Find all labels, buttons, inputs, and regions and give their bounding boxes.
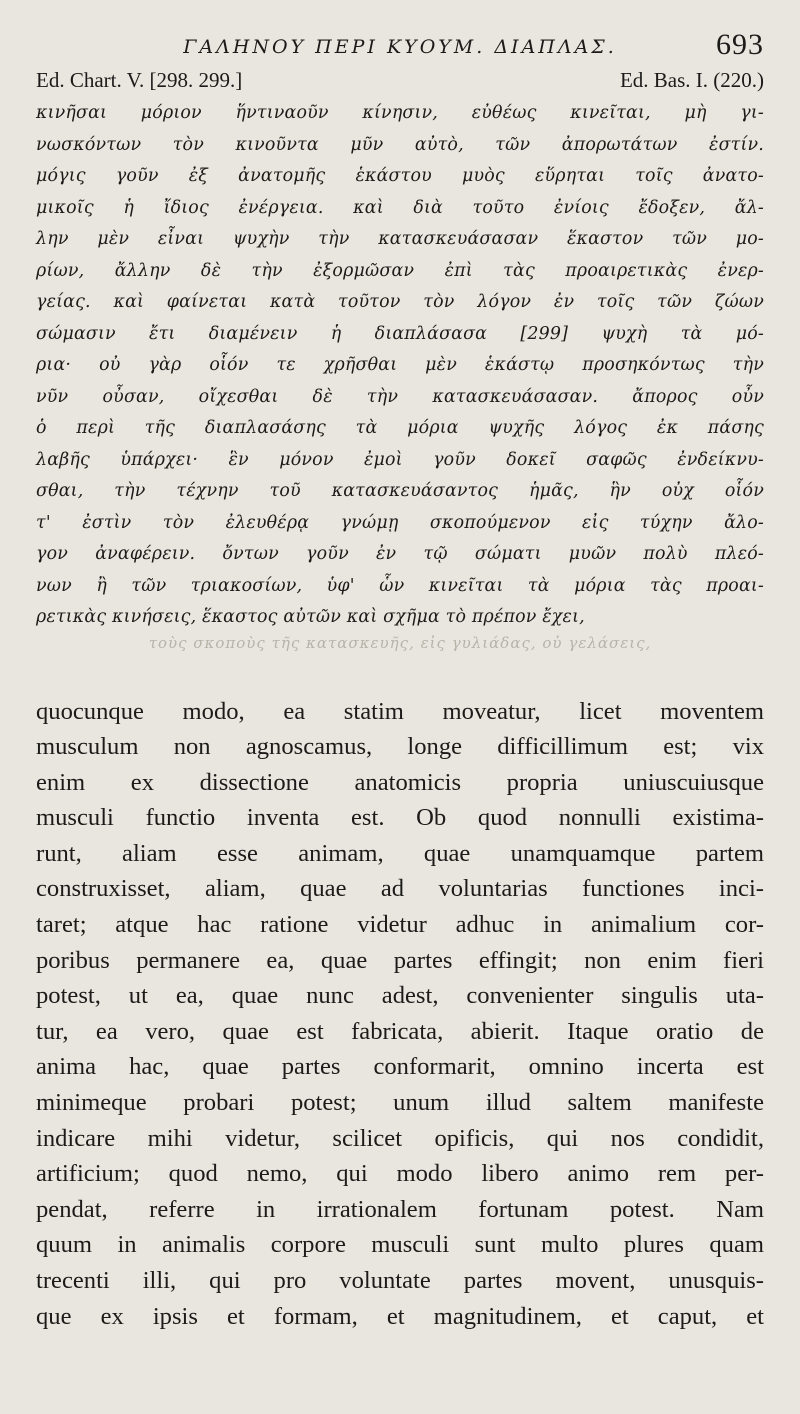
latin-line: potest, ut ea, quae nunc adest, convenienter singulis uta- xyxy=(36,982,764,1010)
greek-line: τ' ἐστὶν τὸν ἐλευθέρᾳ γνώμῃ σκοπούμενον εἰς τύχην ἄλο- xyxy=(36,512,764,533)
latin-line: musculum non agnoscamus, longe difficillimum est; vix xyxy=(36,733,764,761)
latin-line: minimeque probari potest; unum illud saltem manifeste xyxy=(36,1089,764,1117)
latin-line: quocunque modo, ea statim moveatur, licet moventem xyxy=(36,697,764,725)
column-gap xyxy=(36,656,764,694)
greek-line: μικοῖς ἡ ἴδιος ἐνέργεια. καὶ διὰ τοῦτο ἐνίοις ἔδοξεν, ἄλ- xyxy=(36,197,764,218)
latin-line: artificium; quod nemo, qui modo libero animo rem per- xyxy=(36,1160,764,1188)
greek-line: σώμασιν ἔτι διαμένειν ἡ διαπλάσασα [299] ψυχὴ τὰ μό- xyxy=(36,323,764,344)
greek-line: ρια· οὐ γὰρ οἷόν τε χρῆσθαι μὲν ἑκάστῳ προσηκόντως τὴν xyxy=(36,355,764,375)
greek-line: ὁ περὶ τῆς διαπλασάσης τὰ μόρια ψυχῆς λόγος ἐκ πάσης xyxy=(36,418,764,438)
bleed-through-text: τοὺς σκοποὺς τῆς κατασκευῆς, εἰς γυλιάδας, οὐ γελάσεις, xyxy=(148,633,652,652)
greek-line: γείας. καὶ φαίνεται κατὰ τοῦτον τὸν λόγον ἐν τοῖς τῶν ζώων xyxy=(36,292,764,312)
greek-line: κινῆσαι μόριον ἥντιναοῦν κίνησιν, εὐθέως κινεῖται, μὴ γι- xyxy=(36,103,764,123)
latin-text-block xyxy=(36,694,764,1335)
latin-line: trecenti illi, qui pro voluntate partes movent, unusquis- xyxy=(36,1267,764,1294)
greek-text-block xyxy=(36,98,764,634)
greek-line: λην μὲν εἶναι ψυχὴν τὴν κατασκευάσασαν ἕκαστον τῶν μο- xyxy=(36,229,764,249)
running-title: ΓΑΛΗΝΟΥ ΠΕΡΙ ΚΥΟΥΜ. ΔΙΑΠΛΑΣ. xyxy=(183,36,617,58)
latin-line: poribus permanere ea, quae partes effingit; non enim fieri xyxy=(36,946,764,974)
edition-reference-basel: Ed. Bas. I. (220.) xyxy=(619,68,764,92)
latin-line: pendat, referre in irrationalem fortunam potest. Nam xyxy=(36,1195,764,1223)
latin-line: anima hac, quae partes conformarit, omnino incerta est xyxy=(36,1053,764,1081)
latin-line: indicare mihi videtur, scilicet opificis, qui nos condidit, xyxy=(36,1124,764,1152)
latin-line: runt, aliam esse animam, quae unamquamque partem xyxy=(36,839,764,867)
greek-line: λαβῆς ὑπάρχει· ἓν μόνον ἐμοὶ γοῦν δοκεῖ σαφῶς ἐνδείκνυ- xyxy=(36,449,764,470)
greek-line: ρίων, ἄλλην δὲ τὴν ἐξορμῶσαν ἐπὶ τὰς προαιρετικὰς ἐνερ- xyxy=(36,260,764,281)
latin-line: tur, ea vero, quae est fabricata, abierit. Itaque oratio de xyxy=(36,1017,764,1045)
greek-line: σθαι, τὴν τέχνην τοῦ κατασκευάσαντος ἡμᾶς, ἣν οὐχ οἷόν xyxy=(36,481,764,501)
page-number: 693 xyxy=(716,28,764,61)
greek-line: νωσκόντων τὸν κινοῦντα μῦν αὐτὸ, τῶν ἀπορωτάτων ἐστίν. xyxy=(36,134,764,155)
latin-line: enim ex dissectione anatomicis propria uniuscuiusque xyxy=(36,768,764,796)
edition-references xyxy=(36,68,764,98)
greek-line: νων ἢ τῶν τριακοσίων, ὑφ' ὧν κινεῖται τὰ μόρια τὰς προαι- xyxy=(36,575,764,596)
running-head xyxy=(36,28,764,68)
greek-line: νῦν οὖσαν, οἴχεσθαι δὲ τὴν κατασκευάσασαν. ἄπορος οὖν xyxy=(36,386,764,407)
latin-line: construxisset, aliam, quae ad voluntarias functiones inci- xyxy=(36,875,764,903)
edition-reference-chartier: Ed. Chart. V. [298. 299.] xyxy=(36,68,243,92)
latin-line: musculi functio inventa est. Ob quod nonnulli existima- xyxy=(36,804,764,832)
latin-line: que ex ipsis et formam, et magnitudinem, et caput, et xyxy=(36,1302,764,1330)
latin-line: quum in animalis corpore musculi sunt multo plures quam xyxy=(36,1231,764,1259)
greek-line: ρετικὰς κινήσεις, ἕκαστος αὐτῶν καὶ σχῆμα τὸ πρέπον ἔχει, xyxy=(36,607,585,627)
greek-line: μόγις γοῦν ἐξ ἀνατομῆς ἑκάστου μυὸς εὕρηται τοῖς ἀνατο- xyxy=(36,166,764,186)
greek-line: γον ἀναφέρειν. ὄντων γοῦν ἐν τῷ σώματι μυῶν πολὺ πλεό- xyxy=(36,544,764,564)
latin-line: taret; atque hac ratione videtur adhuc in animalium cor- xyxy=(36,911,764,939)
